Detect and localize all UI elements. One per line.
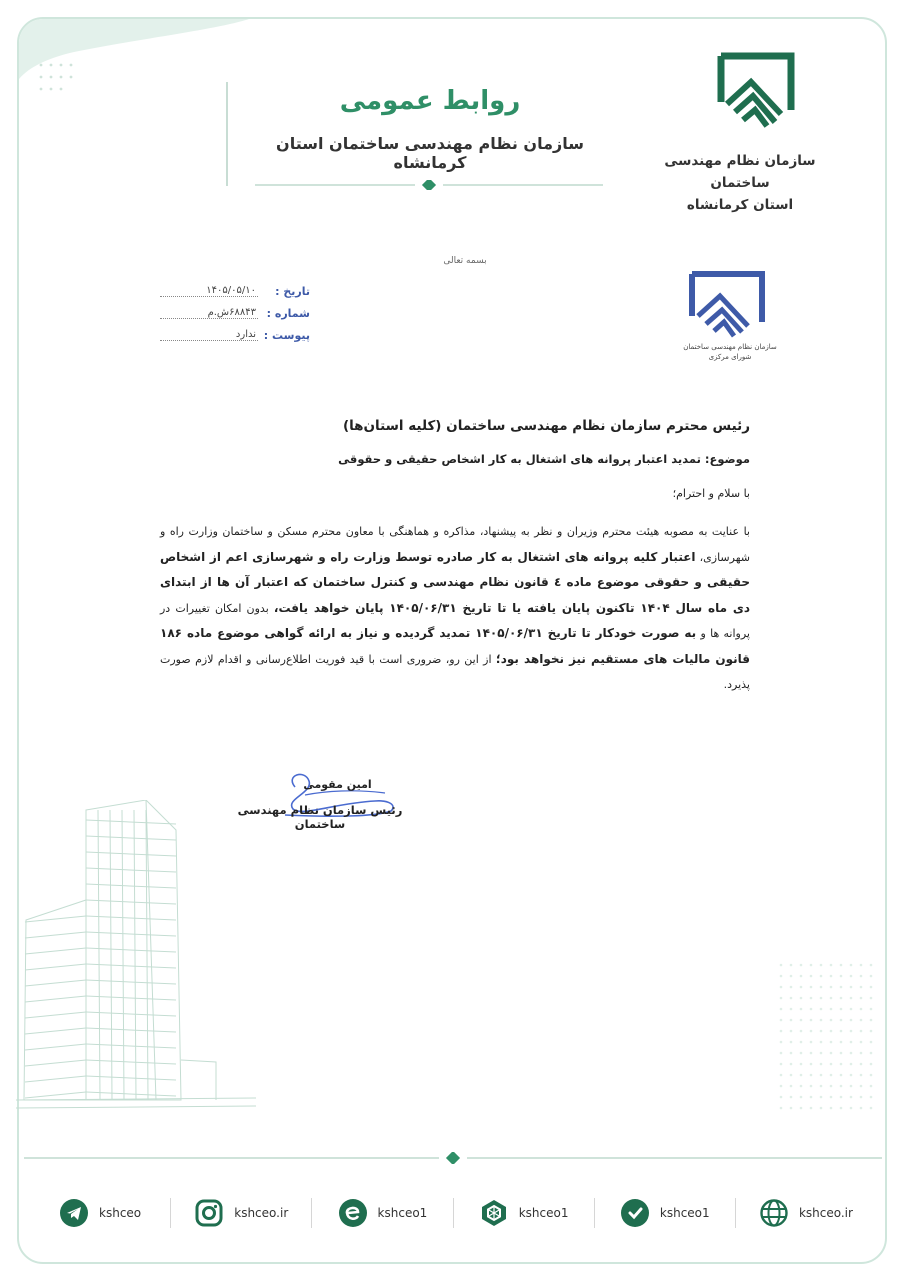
bismillah: بسمه تعالی bbox=[443, 256, 487, 266]
number-value: ۶۸۸۴۳ش.م bbox=[160, 307, 258, 319]
eitaa-icon bbox=[338, 1198, 368, 1228]
date-value: ۱۴۰۵/۰۵/۱۰ bbox=[160, 285, 258, 297]
number-label: شماره : bbox=[266, 306, 310, 320]
org-logo bbox=[717, 52, 795, 130]
footer-label: kshceo1 bbox=[377, 1206, 428, 1220]
header-rule bbox=[255, 180, 603, 190]
attachment-value: ندارد bbox=[160, 329, 258, 341]
signer-name: امین مقومی bbox=[303, 778, 372, 791]
website-icon bbox=[759, 1198, 789, 1228]
building-sketch-decoration bbox=[16, 800, 256, 1120]
body-bold-2: به صورت خودکار تا تاریخ ۱۴۰۵/۰۶/۳۱ تمدید گردیده و نیاز به ارائه گواهی موضوع ماده ۱۸۶ قانون مالیات های مستقیم نیز نخواهد بود؛ bbox=[160, 626, 751, 666]
greeting: با سلام و احترام؛ bbox=[672, 487, 750, 500]
instagram-icon bbox=[194, 1198, 224, 1228]
signer-title: رئیس سازمان نظام مهندسی ساختمان bbox=[237, 803, 403, 831]
footer-label: kshceo.ir bbox=[798, 1206, 853, 1220]
header-divider bbox=[226, 82, 228, 186]
body-text-1: با عنایت به مصوبه هیئت محترم وزیران و نظر به پیشنهاد، مذاکره و هماهنگی با معاون محترم مسکن و ساختمان وزارت راه و شهرسازی، bbox=[160, 525, 750, 564]
org-name: سازمان نظام مهندسی ساختمان استان کرمانشاه bbox=[664, 153, 816, 213]
telegram-icon bbox=[59, 1198, 89, 1228]
rubika-icon bbox=[479, 1198, 509, 1228]
footer-website[interactable] bbox=[736, 1198, 876, 1228]
footer-label: kshceo1 bbox=[518, 1206, 569, 1220]
attachment-label: پیوست : bbox=[263, 328, 310, 342]
footer-telegram[interactable] bbox=[30, 1198, 170, 1228]
date-label: تاریخ : bbox=[275, 284, 310, 298]
footer-label: kshceo1 bbox=[659, 1206, 710, 1220]
body-text-2: بدون امکان تغییرات در پروانه ها و bbox=[160, 601, 750, 640]
header-title: روابط عمومی bbox=[339, 86, 521, 116]
body-text-3: از این رو، ضروری است با قید فوریت اطلاع‌رسانی و اقدام لازم صورت پذیرد. bbox=[160, 652, 750, 691]
letter-body bbox=[160, 519, 750, 698]
central-council-logo bbox=[688, 270, 766, 340]
footer-eitaa[interactable] bbox=[312, 1198, 452, 1228]
footer-rule bbox=[24, 1152, 882, 1164]
bale-icon bbox=[620, 1198, 650, 1228]
subject: موضوع: تمدید اعتبار پروانه های اشتغال به کار اشخاص حقیقی و حقوقی bbox=[338, 452, 750, 466]
footer-instagram[interactable] bbox=[171, 1198, 311, 1228]
dot-pattern-decoration-right bbox=[775, 959, 885, 1119]
header-subtitle: سازمان نظام مهندسی ساختمان استان کرمانشاه bbox=[276, 134, 584, 172]
footer-label: kshceo bbox=[99, 1206, 142, 1220]
number-row bbox=[160, 302, 310, 324]
attachment-row bbox=[160, 324, 310, 346]
date-row bbox=[160, 280, 310, 302]
footer-label: kshceo.ir bbox=[234, 1206, 289, 1220]
body-bold-1: اعتبار کلیه پروانه های اشتغال به کار صادره توسط وزارت راه و شهرسازی اعم از اشخاص حقیقی و حقوقی موضوع ماده ٤ قانون نظام مهندسی و کنترل ساختمان که اعتبار آن ها از ابتدای دی ماه سال ۱۴۰۴ تاکنون پایان یافته یا تا تاریخ ۱۴۰۵/۰۶/۳۱ پایان خواهد یافت، bbox=[160, 549, 750, 615]
central-council-name: سازمان نظام مهندسی ساختمان شورای مرکزی bbox=[683, 343, 777, 361]
footer-rubika[interactable] bbox=[454, 1198, 594, 1228]
letter-meta bbox=[160, 280, 310, 346]
footer-bale[interactable] bbox=[595, 1198, 735, 1228]
recipient: رئیس محترم سازمان نظام مهندسی ساختمان (کلیه استان‌ها) bbox=[342, 418, 750, 434]
dot-pattern-decoration bbox=[37, 61, 87, 101]
footer-contacts bbox=[30, 1190, 876, 1236]
